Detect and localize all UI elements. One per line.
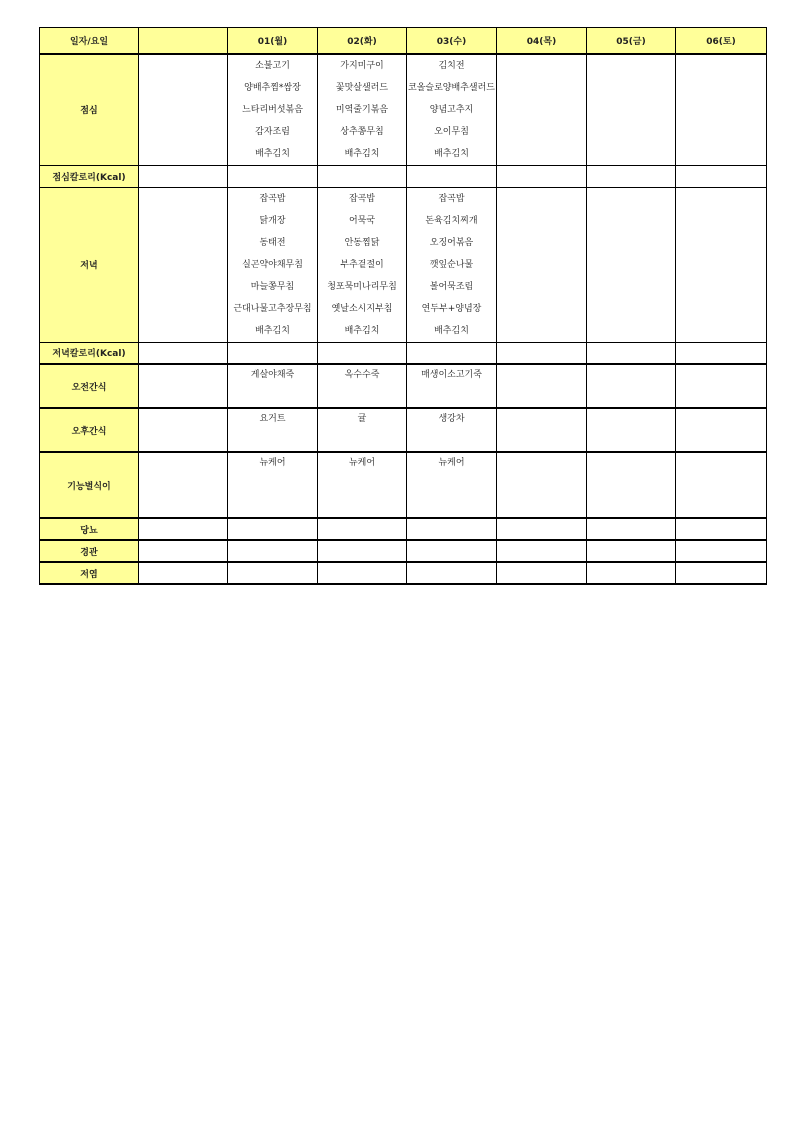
menu-item: 가지미구이 xyxy=(340,60,384,71)
low-salt-label: 저염 xyxy=(40,562,139,584)
tube-feeding-label: 경관 xyxy=(40,540,139,562)
menu-item: 느타리버섯볶음 xyxy=(242,104,303,115)
menu-item: 옛날소시지부침 xyxy=(331,303,393,314)
menu-item: 청포묵미나리무침 xyxy=(327,281,397,292)
menu-item: 배추김치 xyxy=(255,325,290,336)
day-header: 02(화) xyxy=(318,28,407,54)
dinner-calorie-label: 저녁칼로리(Kcal) xyxy=(40,342,139,364)
lunch-cell xyxy=(407,54,497,166)
meal-plan-table xyxy=(39,27,767,585)
dinner-row xyxy=(40,187,767,342)
day-header: 03(수) xyxy=(407,28,497,54)
am-snack-cell xyxy=(587,364,676,408)
pm-snack-cell: 생강차 xyxy=(407,408,497,452)
pm-snack-cell xyxy=(497,408,587,452)
lunch-label: 점심 xyxy=(40,54,139,166)
am-snack-cell: 매생이소고기죽 xyxy=(407,364,497,408)
header-row xyxy=(40,28,767,54)
am-snack-cell: 옥수수죽 xyxy=(318,364,407,408)
menu-item: 돈육김치찌개 xyxy=(425,215,478,226)
menu-item: 배추김치 xyxy=(344,325,380,336)
menu-item: 양배추찜*쌈장 xyxy=(244,82,301,93)
pm-snack-label: 오후간식 xyxy=(40,408,139,452)
lunch-cell xyxy=(318,54,407,166)
lunch-cell xyxy=(497,54,587,166)
menu-item: 부추겉절이 xyxy=(340,259,384,270)
menu-item: 볼어묵조림 xyxy=(429,281,474,292)
menu-item: 연두부+양념장 xyxy=(421,303,482,314)
menu-item: 깻잎순나물 xyxy=(429,259,474,270)
functional-diet-row xyxy=(40,452,767,518)
menu-item: 잡곡밥 xyxy=(348,193,376,204)
dinner-cell xyxy=(676,187,767,342)
menu-item: 근대나물고추장무침 xyxy=(233,303,312,314)
pm-snack-row xyxy=(40,408,767,452)
menu-item: 잡곡밥 xyxy=(259,193,286,204)
menu-item: 미역줄기볶음 xyxy=(335,104,389,115)
pm-snack-cell: 귤 xyxy=(318,408,407,452)
menu-item: 꽃맛살샐러드 xyxy=(335,82,389,93)
dinner-calorie-row xyxy=(40,342,767,364)
lunch-calorie-label: 점심칼로리(Kcal) xyxy=(40,165,139,187)
menu-item: 마늘쫑무침 xyxy=(250,281,295,292)
menu-item: 배추김치 xyxy=(434,148,469,159)
functional-diet-cell: 뉴케어 xyxy=(228,452,318,518)
menu-item: 배추김치 xyxy=(344,148,380,159)
diabetes-row xyxy=(40,518,767,540)
menu-item: 오이무침 xyxy=(434,126,469,137)
functional-diet-cell xyxy=(587,452,676,518)
menu-item: 코올슬로양배추샐러드 xyxy=(408,82,495,93)
menu-item: 배추김치 xyxy=(255,148,290,159)
dinner-cell xyxy=(318,187,407,342)
date-day-header: 일자/요일 xyxy=(40,28,139,54)
lunch-cell xyxy=(676,54,767,166)
am-snack-cell xyxy=(497,364,587,408)
day-header: 01(월) xyxy=(228,28,318,54)
menu-item: 소불고기 xyxy=(255,60,290,71)
am-snack-label: 오전간식 xyxy=(40,364,139,408)
functional-diet-cell: 뉴케어 xyxy=(318,452,407,518)
day-header: 05(금) xyxy=(587,28,676,54)
menu-item: 배추김치 xyxy=(434,325,469,336)
day-header: 04(목) xyxy=(497,28,587,54)
menu-item: 실곤약야채무침 xyxy=(242,259,303,270)
blank-cell xyxy=(139,54,228,166)
functional-diet-cell: 뉴케어 xyxy=(407,452,497,518)
am-snack-cell: 게살야채죽 xyxy=(228,364,318,408)
day-header: 06(토) xyxy=(676,28,767,54)
dinner-cell xyxy=(407,187,497,342)
am-snack-cell xyxy=(676,364,767,408)
dinner-cell xyxy=(228,187,318,342)
menu-item: 닭개장 xyxy=(259,215,286,226)
dinner-cell xyxy=(587,187,676,342)
menu-item: 상추쫑무침 xyxy=(340,126,384,137)
blank-cell xyxy=(139,187,228,342)
lunch-cell xyxy=(228,54,318,166)
menu-item: 오징어볶음 xyxy=(429,237,474,248)
pm-snack-cell xyxy=(676,408,767,452)
dinner-cell xyxy=(497,187,587,342)
menu-item: 감자조림 xyxy=(255,126,290,137)
menu-item: 어묵국 xyxy=(348,215,376,226)
tube-feeding-row xyxy=(40,540,767,562)
lunch-cell xyxy=(587,54,676,166)
menu-item: 안동찜닭 xyxy=(344,237,380,248)
menu-item: 김치전 xyxy=(438,60,465,71)
menu-item: 양념고추지 xyxy=(429,104,474,115)
dinner-label: 저녁 xyxy=(40,187,139,342)
low-salt-row xyxy=(40,562,767,584)
diabetes-label: 당뇨 xyxy=(40,518,139,540)
am-snack-row xyxy=(40,364,767,408)
pm-snack-cell: 요거트 xyxy=(228,408,318,452)
functional-diet-label: 기능별식이 xyxy=(40,452,139,518)
lunch-calorie-row xyxy=(40,165,767,187)
pm-snack-cell xyxy=(587,408,676,452)
menu-item: 동태전 xyxy=(259,237,286,248)
functional-diet-cell xyxy=(676,452,767,518)
blank-header xyxy=(139,28,228,54)
menu-item: 잡곡밥 xyxy=(438,193,465,204)
lunch-row xyxy=(40,54,767,166)
functional-diet-cell xyxy=(497,452,587,518)
